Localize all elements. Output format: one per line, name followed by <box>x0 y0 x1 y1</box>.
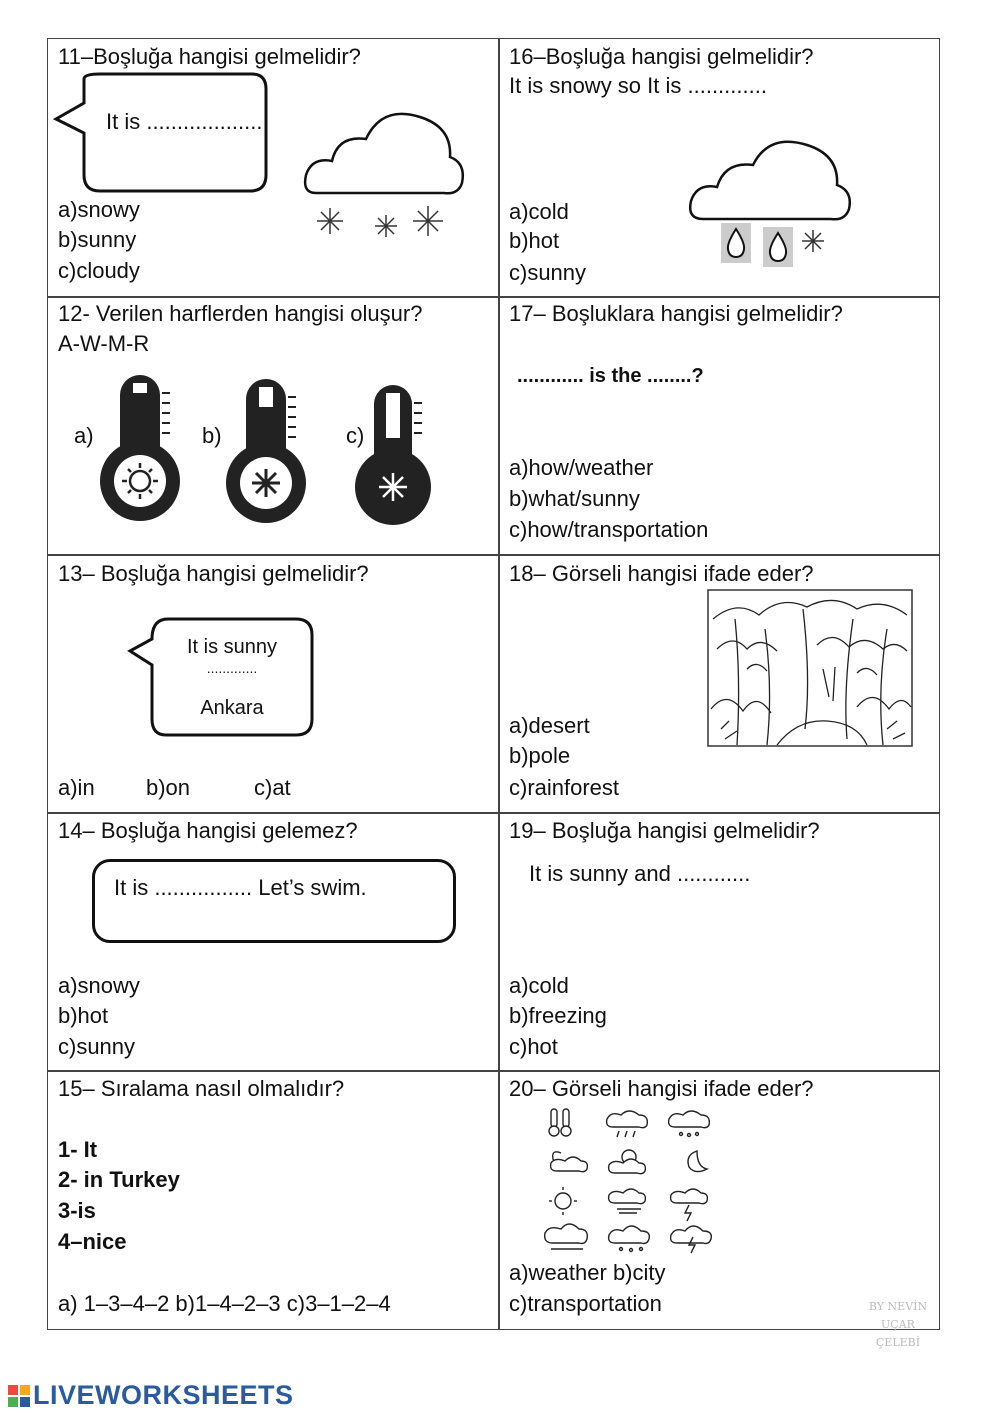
storm-cloud-icon <box>671 1189 708 1221</box>
option-a[interactable]: a)snowy <box>58 197 140 222</box>
question-17-text: 17– Boşluklara hangisi gelmelidir? <box>509 301 843 326</box>
thermometer-hot-icon <box>98 373 188 523</box>
option-c[interactable]: c)sunny <box>509 260 587 285</box>
question-19-sentence: It is sunny and ............ <box>529 861 751 886</box>
option-c[interactable]: c)how/transportation <box>509 517 709 542</box>
rainforest-image <box>707 589 913 747</box>
rain-cloud-icon <box>607 1111 648 1137</box>
question-12-letters: A-W-M-R <box>58 331 150 356</box>
windy-cloud-icon <box>609 1189 646 1213</box>
option-c[interactable]: c)cloudy <box>58 258 140 283</box>
question-19-text: 19– Boşluğa hangisi gelmelidir? <box>509 818 820 843</box>
label-c: c) <box>346 423 365 448</box>
worksheet-grid <box>47 38 940 1330</box>
liveworksheets-logo[interactable] <box>8 1380 294 1411</box>
question-17-cell <box>499 297 945 553</box>
logo-text: LIVEWORKSHEETS <box>33 1380 294 1410</box>
cloud-icon <box>545 1224 588 1249</box>
bubble-line-1: It is sunny <box>186 636 278 658</box>
question-14-cell <box>48 813 494 1069</box>
option-a[interactable]: a)snowy <box>58 973 140 998</box>
option-b[interactable]: b)on <box>146 775 191 800</box>
question-14-bubble-text: It is ................ Let’s swim. <box>114 875 367 900</box>
question-11-cell <box>48 39 494 295</box>
snow-cloud-icon <box>302 101 472 241</box>
option-c[interactable]: c)hot <box>509 1034 558 1059</box>
option-c[interactable]: c)rainforest <box>509 775 620 800</box>
item-3: 3-is <box>58 1198 96 1223</box>
speech-bubble-icon <box>52 71 292 201</box>
option-a[interactable]: a)cold <box>509 973 569 998</box>
question-15-text: 15– Sıralama nasıl olmalıdır? <box>58 1076 345 1101</box>
option-a[interactable]: a)in <box>58 775 95 800</box>
sleet-cloud-icon <box>609 1226 650 1252</box>
author-watermark <box>858 1298 938 1352</box>
question-13-text: 13– Boşluğa hangisi gelmelidir? <box>58 561 369 586</box>
weather-icons-grid <box>537 1107 737 1257</box>
bubble-line-3: Ankara <box>200 697 264 719</box>
question-19-cell <box>499 813 945 1069</box>
question-11-bubble-text: It is ................... <box>106 109 263 134</box>
night-cloud-icon <box>551 1152 588 1172</box>
watermark-line-1: BY NEVİN UÇAR <box>868 1300 928 1331</box>
rain-snow-cloud-icon <box>687 131 857 271</box>
question-15-cell <box>48 1071 494 1327</box>
sun-cloud-icon <box>609 1150 646 1174</box>
option-a[interactable]: a)cold <box>509 199 569 224</box>
question-14-text: 14– Boşluğa hangisi gelemez? <box>58 818 358 843</box>
question-18-cell <box>499 555 945 811</box>
item-1: 1- It <box>58 1137 98 1162</box>
question-16-cell <box>499 39 945 295</box>
liveworksheets-icon <box>8 1385 30 1407</box>
question-20-text: 20– Görseli hangisi ifade eder? <box>509 1076 814 1101</box>
moon-icon <box>688 1151 707 1172</box>
watermark-line-2: ÇELEBİ <box>875 1336 921 1349</box>
thermometer-cold-icon <box>222 377 312 527</box>
speech-bubble <box>92 859 456 943</box>
option-b[interactable]: b)freezing <box>509 1003 607 1028</box>
question-16-sentence: It is snowy so It is ............. <box>509 73 767 98</box>
options-line-1[interactable]: a)weather b)city <box>509 1260 666 1285</box>
thermometer-icon <box>549 1109 571 1136</box>
option-b[interactable]: b)pole <box>509 743 571 768</box>
item-4: 4–nice <box>58 1229 127 1254</box>
question-13-cell <box>48 555 494 811</box>
question-18-text: 18– Görseli hangisi ifade eder? <box>509 561 814 586</box>
options-line-2[interactable]: c)transportation <box>509 1291 662 1316</box>
answer-options[interactable]: a) 1–3–4–2 b)1–4–2–3 c)3–1–2–4 <box>58 1291 391 1316</box>
bubble-line-2: ............. <box>206 660 258 676</box>
option-a[interactable]: a)desert <box>509 713 590 738</box>
option-a[interactable]: a)how/weather <box>509 455 654 480</box>
option-b[interactable]: b)what/sunny <box>509 486 640 511</box>
question-16-text: 16–Boşluğa hangisi gelmelidir? <box>509 44 814 69</box>
sun-icon <box>549 1187 577 1215</box>
question-20-cell <box>499 1071 945 1327</box>
thunder-rain-cloud-icon <box>671 1226 712 1253</box>
snow-cloud-icon <box>669 1111 710 1137</box>
question-12-text: 12- Verilen harflerden hangisi oluşur? <box>58 301 423 326</box>
option-b[interactable]: b)hot <box>509 228 560 253</box>
label-a: a) <box>74 423 94 448</box>
item-2: 2- in Turkey <box>58 1167 180 1192</box>
option-b[interactable]: b)sunny <box>58 227 137 252</box>
option-c[interactable]: c)sunny <box>58 1034 136 1059</box>
label-b: b) <box>202 423 222 448</box>
question-17-sentence: ............ is the ........? <box>517 365 704 387</box>
thermometer-freezing-icon <box>352 383 442 533</box>
option-b[interactable]: b)hot <box>58 1003 109 1028</box>
question-11-text: 11–Boşluğa hangisi gelmelidir? <box>58 44 361 69</box>
option-c[interactable]: c)at <box>254 775 291 800</box>
question-12-cell <box>48 297 494 553</box>
